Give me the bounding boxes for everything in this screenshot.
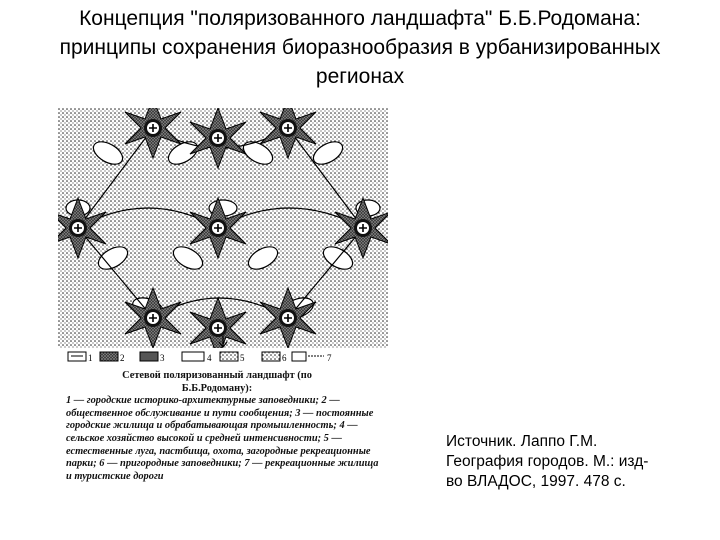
legend-number-7: 7 [327,353,332,363]
figure-caption [66,370,386,483]
landscape-pattern-image [58,108,388,348]
source-line-3: во ВЛАДОС, 1997. 478 с. [446,473,626,490]
source-note [446,432,696,492]
legend-row [66,350,376,364]
slide-title [0,4,720,91]
title-line-3: регионах [315,65,405,88]
legend-number-5: 5 [240,353,245,363]
legend-swatch-7 [292,352,324,361]
caption-title: Сетевой поляризованный ландшафт (по Б.Б.Родоману): [122,370,312,394]
legend-number-6: 6 [282,353,287,363]
source-line-2: География городов. М.: изд- [446,453,649,470]
title-line-2: принципы сохранения биоразнообразия в урбанизированных [59,36,661,59]
legend-swatch-1 [68,352,86,361]
legend-number-3: 3 [160,353,165,363]
source-line-1: Источник. Лаппо Г.М. [446,433,598,450]
legend-number-4: 4 [207,353,212,363]
legend-number-1: 1 [88,353,93,363]
legend-swatch-5 [220,352,238,361]
legend-number-2: 2 [120,353,125,363]
legend-swatch-4 [182,352,204,361]
caption-body: 1 — городские историко-архитектурные заповедники; 2 — общественное обслуживание и пути сообщения; 3 — постоянные городские жилища и обрабатывающая промышленность; 4 — сельское хозяйство высокой и средней интенсивности; 5 — естественные луга, пастбища, охота, загородные рекреационные парки; 6 — пригородные заповедники; 7 — рекреационные жилища и туристские дороги [66,395,379,482]
legend-swatch-6 [262,352,280,361]
polarized-landscape-figure [58,108,388,518]
legend-swatch-3 [140,352,158,361]
title-line-1: Концепция "поляризованного ландшафта" Б.Б.Родомана: [79,7,641,30]
legend-swatch-2 [100,352,118,361]
